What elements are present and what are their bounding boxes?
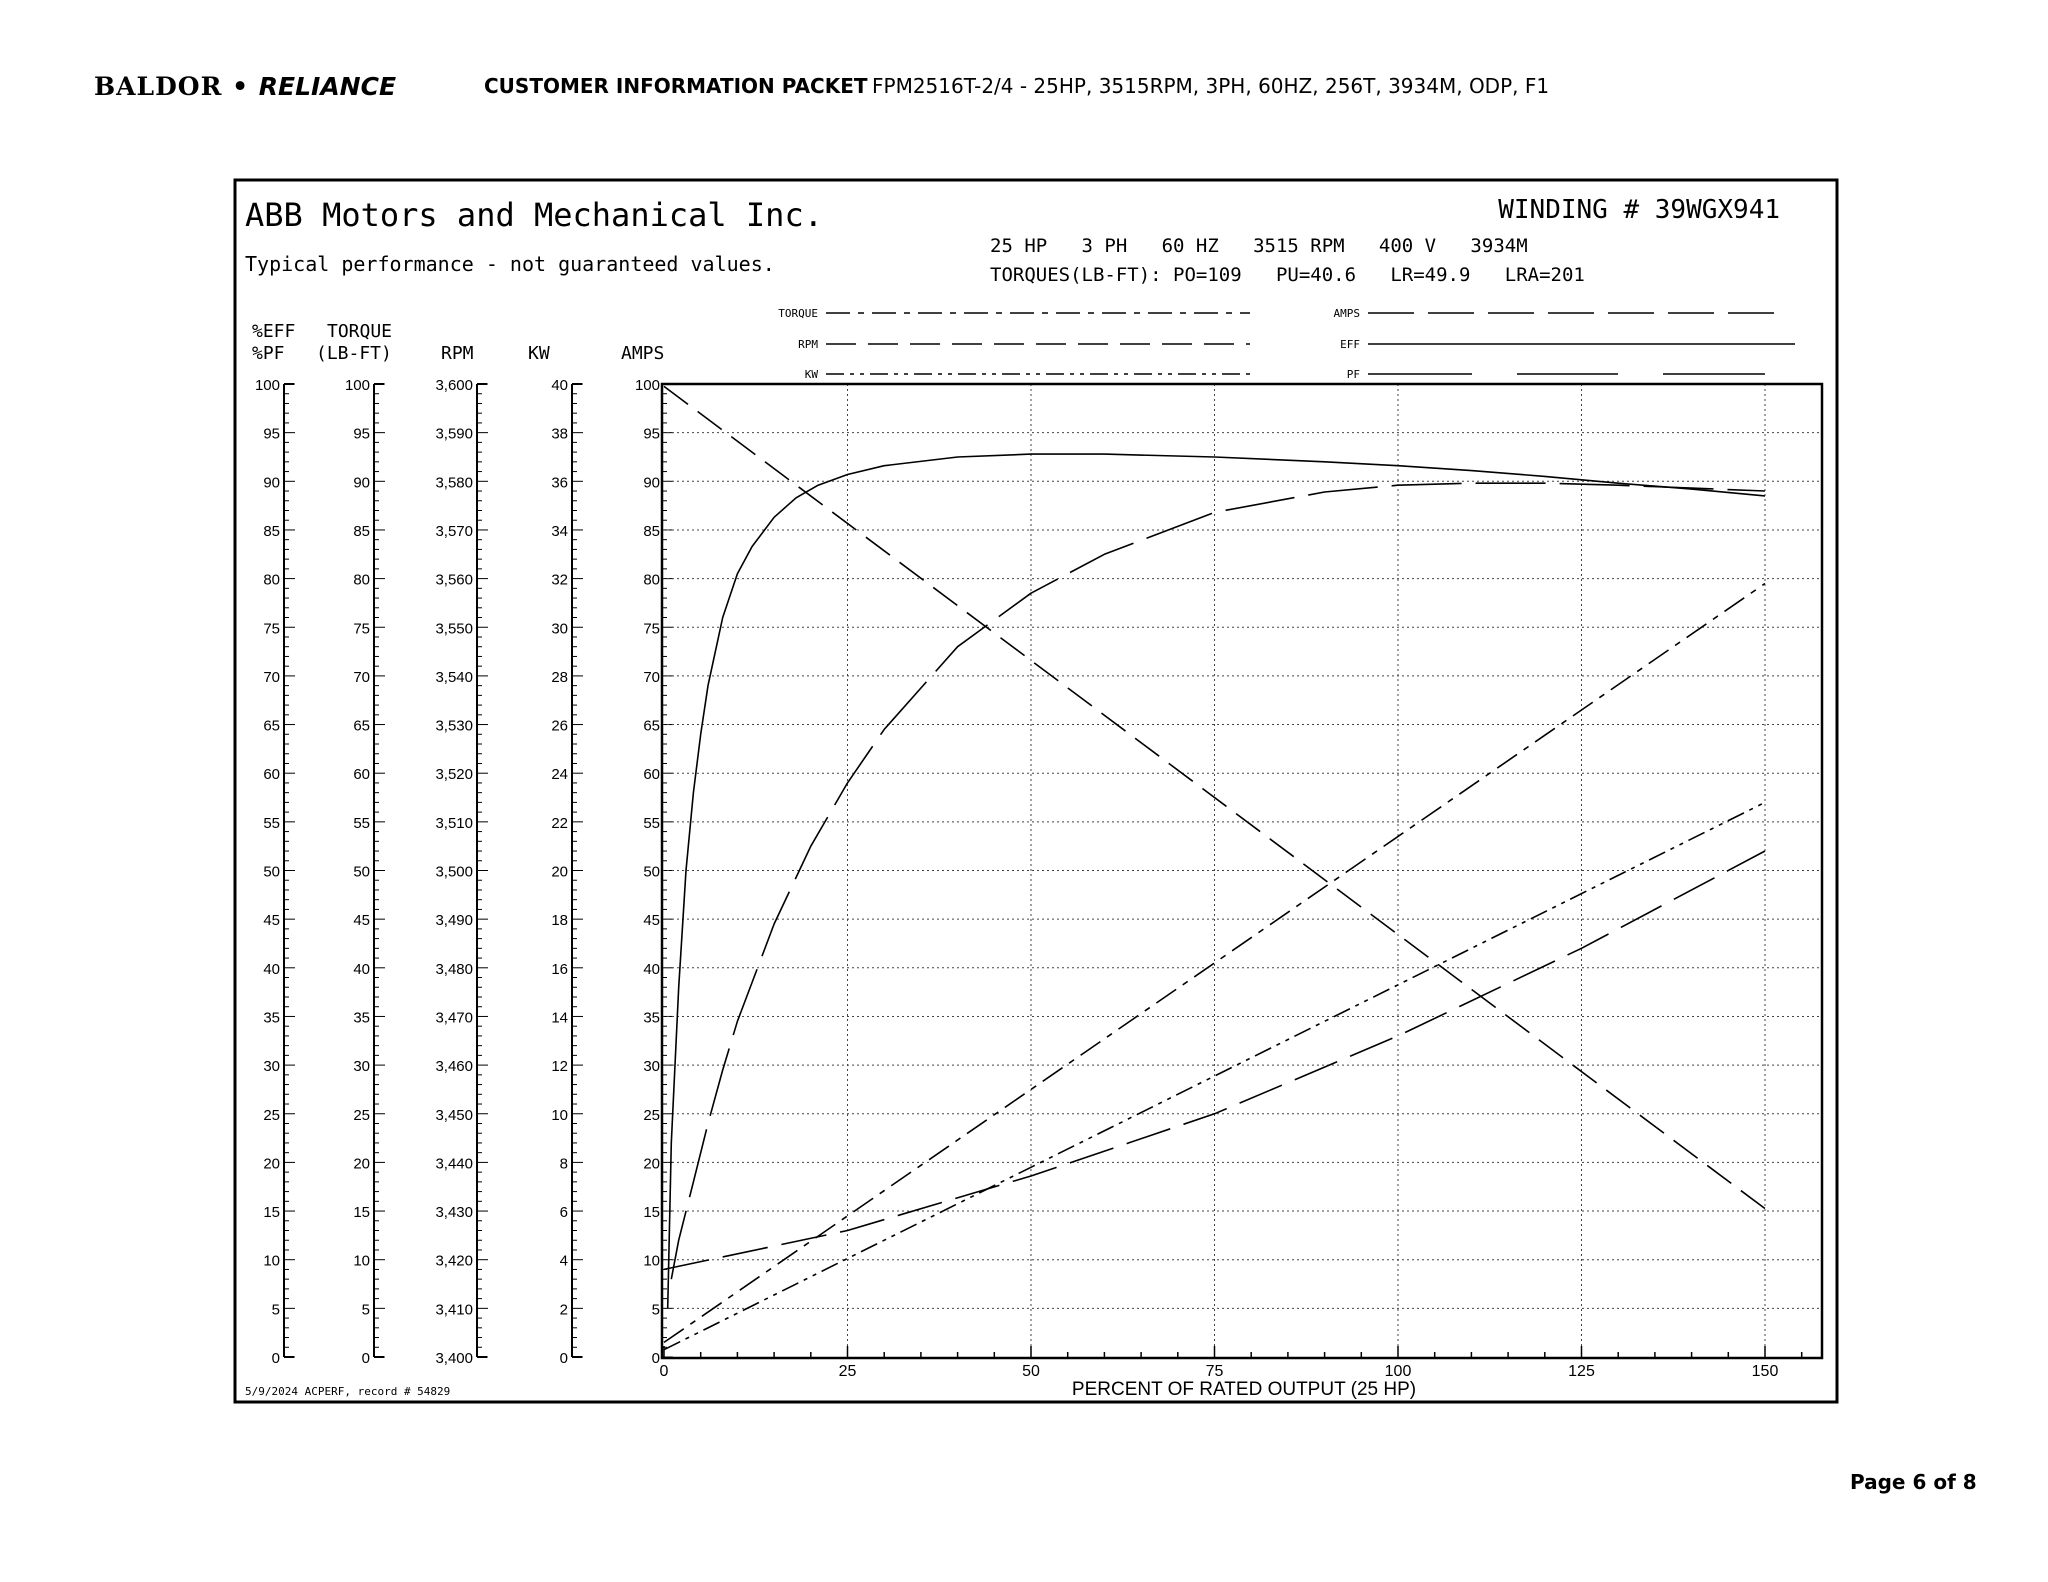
axis-tick-label: 26 bbox=[551, 717, 568, 735]
axis-tick-label: 25 bbox=[643, 1106, 660, 1124]
axis-tick-label: 30 bbox=[263, 1058, 280, 1076]
axis-tick-label: 3,430 bbox=[435, 1204, 473, 1222]
axis-tick-label: 40 bbox=[263, 960, 280, 978]
axis-tick-label: 3,470 bbox=[435, 1009, 473, 1027]
logo-dot: • bbox=[232, 72, 250, 101]
axis-tick-label: 70 bbox=[643, 668, 660, 686]
axis-tick-label: 3,400 bbox=[435, 1350, 473, 1367]
axis-tick-label: 5 bbox=[271, 1301, 280, 1319]
axis-tick-label: 12 bbox=[551, 1058, 568, 1076]
axis-tick-label: 3,590 bbox=[435, 425, 473, 443]
axis-tick-label: 80 bbox=[643, 571, 660, 589]
axis-tick-label: 90 bbox=[643, 474, 660, 492]
axis-tick-label: 55 bbox=[263, 814, 280, 832]
model-description: FPM2516T-2/4 - 25HP, 3515RPM, 3PH, 60HZ, 256T, 3934M, ODP, F1 bbox=[872, 74, 1550, 98]
x-axis-label: PERCENT OF RATED OUTPUT (25 HP) bbox=[1071, 1379, 1417, 1400]
axis-tick-label: 0 bbox=[271, 1350, 280, 1367]
axis-tick-label: 8 bbox=[559, 1155, 568, 1173]
axis-tick-label: 3,570 bbox=[435, 522, 473, 540]
axis-tick-label: 3,440 bbox=[435, 1155, 473, 1173]
packet-title: CUSTOMER INFORMATION PACKET bbox=[484, 74, 868, 98]
axis-tick-label: 50 bbox=[353, 863, 370, 881]
axis-tick-label: 3,560 bbox=[435, 571, 473, 589]
axis-tick-label: 90 bbox=[353, 474, 370, 492]
axis-title: RPM bbox=[441, 343, 474, 364]
axis-tick-label: 25 bbox=[263, 1106, 280, 1124]
axis-tick-label: 65 bbox=[263, 717, 280, 735]
axis-tick-label: 50 bbox=[263, 863, 280, 881]
axis-tick-label: 35 bbox=[263, 1009, 280, 1027]
axis-tick-label: 0 bbox=[651, 1350, 660, 1367]
x-tick-label: 25 bbox=[838, 1363, 857, 1380]
axis-tick-label: 0 bbox=[559, 1350, 568, 1367]
legend-item-rpm bbox=[798, 338, 1250, 351]
axis-tick-label: 30 bbox=[643, 1058, 660, 1076]
axis-tick-label: 45 bbox=[263, 912, 280, 930]
axis-tick-label: 75 bbox=[353, 620, 370, 638]
axis-tick-label: 3,480 bbox=[435, 960, 473, 978]
axis-tick-label: 14 bbox=[551, 1009, 568, 1027]
logo-reliance-text: RELIANCE bbox=[258, 72, 397, 101]
torque-values: TORQUES(LB-FT): PO=109 PU=40.6 LR=49.9 LRA=201 bbox=[990, 264, 1585, 286]
axis-tick-label: 45 bbox=[643, 912, 660, 930]
axis-tick-label: 35 bbox=[353, 1009, 370, 1027]
axis-tick-label: 85 bbox=[643, 522, 660, 540]
x-tick-label: 150 bbox=[1751, 1363, 1779, 1380]
axis-kw bbox=[528, 343, 583, 1367]
chart-border bbox=[235, 180, 1837, 1402]
legend-item-torque bbox=[778, 307, 1250, 320]
axis-tick-label: 34 bbox=[551, 522, 568, 540]
axis-tick-label: 55 bbox=[353, 814, 370, 832]
axis-tick-label: 80 bbox=[263, 571, 280, 589]
axis-tick-label: 2 bbox=[559, 1301, 568, 1319]
series-eff bbox=[668, 454, 1765, 1308]
axis-tick-label: 5 bbox=[361, 1301, 370, 1319]
company-name: ABB Motors and Mechanical Inc. bbox=[245, 196, 823, 234]
axis-tick-label: 55 bbox=[643, 814, 660, 832]
axis-tick-label: 80 bbox=[353, 571, 370, 589]
axis-tick-label: 75 bbox=[643, 620, 660, 638]
page-number: Page 6 of 8 bbox=[1850, 1470, 1977, 1494]
axis-tick-label: 65 bbox=[643, 717, 660, 735]
axis-tick-label: 3,510 bbox=[435, 814, 473, 832]
axis-tick-label: 10 bbox=[643, 1252, 660, 1270]
series-torque bbox=[664, 584, 1765, 1343]
axis-tick-label: 20 bbox=[263, 1155, 280, 1173]
axis-title: %EFF bbox=[252, 321, 296, 342]
axis-tick-label: 28 bbox=[551, 668, 568, 686]
legend-item-kw bbox=[805, 368, 1250, 381]
axis-tick-label: 10 bbox=[551, 1106, 568, 1124]
axis-tick-label: 3,540 bbox=[435, 668, 473, 686]
axis-tick-label: 95 bbox=[353, 425, 370, 443]
axis-tick-label: 10 bbox=[263, 1252, 280, 1270]
axis-rpm bbox=[435, 343, 488, 1367]
series-pf bbox=[671, 483, 1765, 1279]
axis-tick-label: 5 bbox=[651, 1301, 660, 1319]
x-axis-ticks bbox=[660, 1346, 1802, 1380]
axis-tick-label: 22 bbox=[551, 814, 568, 832]
x-tick-label: 125 bbox=[1568, 1363, 1595, 1380]
winding-number: WINDING # 39WGX941 bbox=[1498, 195, 1780, 225]
axis-tick-label: 60 bbox=[643, 766, 660, 784]
x-tick-label: 100 bbox=[1384, 1363, 1412, 1380]
axis-tick-label: 3,450 bbox=[435, 1106, 473, 1124]
axis-tick-label: 75 bbox=[263, 620, 280, 638]
x-tick-label: 50 bbox=[1022, 1363, 1040, 1380]
axis-title: AMPS bbox=[621, 343, 665, 364]
axis-tick-label: 3,500 bbox=[435, 863, 473, 881]
axis-tick-label: 30 bbox=[551, 620, 568, 638]
axis-tick-label: 100 bbox=[254, 377, 280, 394]
axis-tick-label: 3,460 bbox=[435, 1058, 473, 1076]
legend-item-amps bbox=[1334, 307, 1786, 320]
axis-tick-label: 3,530 bbox=[435, 717, 473, 735]
axis-tick-label: 20 bbox=[551, 863, 568, 881]
axis-tick-label: 70 bbox=[353, 668, 370, 686]
axis-tick-label: 100 bbox=[634, 377, 660, 394]
axis-tick-label: 85 bbox=[263, 522, 280, 540]
axis-tick-label: 3,520 bbox=[435, 766, 473, 784]
gridlines bbox=[662, 384, 1822, 1358]
axis-tick-label: 3,600 bbox=[435, 377, 473, 394]
axis-tick-label: 45 bbox=[353, 912, 370, 930]
axis-tick-label: 4 bbox=[559, 1252, 568, 1270]
axis-tick-label: 20 bbox=[353, 1155, 370, 1173]
axis-tick-label: 60 bbox=[353, 766, 370, 784]
axis-tick-label: 6 bbox=[559, 1204, 568, 1222]
axis-tick-label: 50 bbox=[643, 863, 660, 881]
axis-tick-label: 40 bbox=[551, 377, 568, 394]
legend-label: TORQUE bbox=[778, 307, 818, 320]
vertical-axes bbox=[252, 321, 673, 1367]
axis-tick-label: 32 bbox=[551, 571, 568, 589]
chart-subtitle: Typical performance - not guaranteed values. bbox=[245, 252, 775, 276]
axis-tick-label: 40 bbox=[353, 960, 370, 978]
axis-tick-label: 20 bbox=[643, 1155, 660, 1173]
axis-tick-label: 40 bbox=[643, 960, 660, 978]
axis-tick-label: 3,580 bbox=[435, 474, 473, 492]
axis-tick-label: 36 bbox=[551, 474, 568, 492]
axis-tick-label: 3,420 bbox=[435, 1252, 473, 1270]
axis-tick-label: 30 bbox=[353, 1058, 370, 1076]
axis-tick-label: 95 bbox=[263, 425, 280, 443]
axis-eff bbox=[252, 321, 295, 1367]
axis-tick-label: 35 bbox=[643, 1009, 660, 1027]
record-info: 5/9/2024 ACPERF, record # 54829 bbox=[245, 1385, 451, 1398]
rating-line: 25 HP 3 PH 60 HZ 3515 RPM 400 V 3934M bbox=[990, 235, 1528, 257]
axis-title: TORQUE bbox=[327, 321, 393, 342]
axis-torque bbox=[316, 321, 392, 1367]
x-tick-label: 0 bbox=[659, 1363, 669, 1380]
legend-item-pf bbox=[1347, 368, 1765, 381]
legend-label: PF bbox=[1346, 368, 1360, 381]
axis-tick-label: 65 bbox=[353, 717, 370, 735]
legend-label: RPM bbox=[798, 338, 818, 351]
axis-tick-label: 60 bbox=[263, 766, 280, 784]
axis-amps bbox=[621, 343, 673, 1367]
axis-title: KW bbox=[528, 343, 550, 364]
axis-tick-label: 10 bbox=[353, 1252, 370, 1270]
axis-tick-label: 3,490 bbox=[435, 912, 473, 930]
axis-tick-label: 3,410 bbox=[435, 1301, 473, 1319]
axis-tick-label: 3,550 bbox=[435, 620, 473, 638]
axis-tick-label: 90 bbox=[263, 474, 280, 492]
axis-tick-label: 100 bbox=[344, 377, 370, 394]
logo-baldor-text: BALDOR bbox=[94, 72, 223, 101]
axis-tick-label: 38 bbox=[551, 425, 568, 443]
axis-tick-label: 95 bbox=[643, 425, 660, 443]
axis-tick-label: 15 bbox=[643, 1204, 660, 1222]
axis-tick-label: 25 bbox=[353, 1106, 370, 1124]
legend-label: EFF bbox=[1340, 338, 1360, 351]
axis-tick-label: 0 bbox=[361, 1350, 370, 1367]
axis-tick-label: 85 bbox=[353, 522, 370, 540]
axis-title: (LB-FT) bbox=[316, 343, 392, 364]
x-tick-label: 75 bbox=[1205, 1363, 1224, 1380]
axis-tick-label: 24 bbox=[551, 766, 568, 784]
axis-tick-label: 15 bbox=[353, 1204, 370, 1222]
axis-tick-label: 15 bbox=[263, 1204, 280, 1222]
legend bbox=[778, 307, 1795, 381]
axis-title: %PF bbox=[252, 343, 285, 364]
axis-tick-label: 18 bbox=[551, 912, 568, 930]
axis-tick-label: 16 bbox=[551, 960, 568, 978]
axis-tick-label: 70 bbox=[263, 668, 280, 686]
legend-label: KW bbox=[804, 368, 818, 381]
legend-item-eff bbox=[1340, 338, 1795, 351]
legend-label: AMPS bbox=[1333, 307, 1360, 320]
